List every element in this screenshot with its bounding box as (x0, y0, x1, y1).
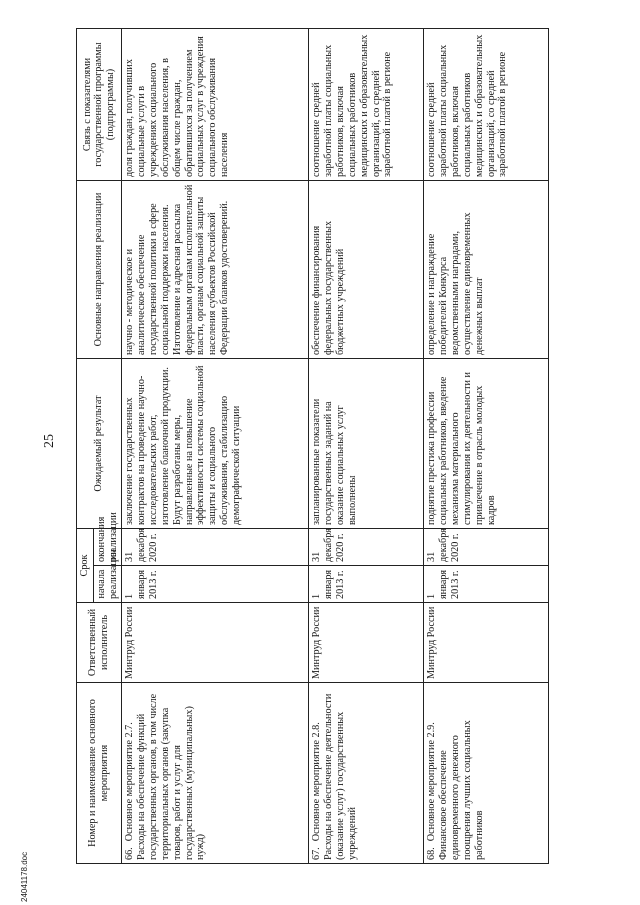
executor-cell: Минтруд России (122, 603, 309, 683)
table-row (122, 29, 309, 864)
directions-cell: научно - методическое и аналитическое обеспечение государственной политики в сфере социальной поддержки населения. Изготовление и адресная рассылка федеральным органам исполнительной власти, органам социальной защиты населения субъектов Российской Федерации бланков удостоверений. (122, 181, 309, 359)
link-cell: доля граждан, получивших социальные услуги в учреждениях социального обслуживания населения, в общем числе граждан, обратившихся за получением социальных услуг в учреждения социального обслуживания населения (122, 29, 309, 181)
row-number: 66. (124, 847, 136, 860)
row-number: 67. (311, 847, 323, 860)
start-cell: 1 января 2013 г. (309, 566, 424, 603)
document-footer: 24041178.doc (20, 851, 29, 902)
link-cell: соотношение средней заработной платы социальных работников, включая социальных работников медицинских и образовательных организаций, со средней заработной платой в регионе (424, 29, 549, 181)
activity-cell (424, 683, 549, 864)
header-activity: Номер и наименование основного мероприятия (77, 683, 122, 864)
header-result: Ожидаемый результат (77, 359, 122, 529)
link-cell: соотношение средней заработной платы социальных работников, включая социальных работников медицинских и образовательных организаций, со средней заработной платой в регионе (309, 29, 424, 181)
activity-cell (309, 683, 424, 864)
executor-cell: Минтруд России (309, 603, 424, 683)
header-start: начала реализации (93, 566, 122, 603)
table-row (309, 29, 424, 864)
header-link: Связь с показателями государственной программы (подпрограммы) (77, 29, 122, 181)
activity-name: Основное мероприятие 2.8. Расходы на обеспечение деятельности (оказание услуг) государственных учреждений (311, 693, 358, 860)
activity-name: Основное мероприятие 2.7. Расходы на обеспечение функций государственных органов, в том числе территориальных органов (закупка товаров, работ и услуг для государственных (муниципальных) нужд) (124, 693, 207, 860)
table-row (424, 29, 549, 864)
end-cell: 31 декабря 2020 г. (309, 529, 424, 566)
directions-cell: определение и награждение победителей Конкурса ведомственными наградами, осуществление единовременных денежных выплат (424, 181, 549, 359)
directions-cell: обеспечение финансирования федеральных государственных бюджетных учреждений (309, 181, 424, 359)
header-end: окончания реализации (93, 529, 122, 566)
activities-table (76, 28, 549, 864)
header-executor: Ответственный исполнитель (77, 603, 122, 683)
row-number: 68. (426, 847, 438, 860)
activity-cell (122, 683, 309, 864)
header-row (77, 29, 94, 864)
start-cell: 1 января 2013 г. (424, 566, 549, 603)
page-number: 25 (42, 434, 57, 448)
result-cell: запланированные показатели государственных заданий на оказание социальных услуг выполнены (309, 359, 424, 529)
header-term: Срок (77, 529, 94, 603)
result-cell: поднятие престижа профессии социальных работников, введение механизма материального стимулирования их деятельности и привлечение в отрасль молодых кадров (424, 359, 549, 529)
start-cell: 1 января 2013 г. (122, 566, 309, 603)
executor-cell: Минтруд России (424, 603, 549, 683)
end-cell: 31 декабря 2020 г. (424, 529, 549, 566)
result-cell: заключение государственных контрактов на проведение научно-исследовательских работ, изготовление бланочной продукции. Будут разработаны меры, направленные на повышение эффективности системы социальной защиты и социального обслуживания, стабилизацию демографической ситуации (122, 359, 309, 529)
rotated-table-container (76, 29, 554, 864)
header-directions: Основные направления реализации (77, 181, 122, 359)
activity-name: Основное мероприятие 2.9. Финансовое обеспечение единовременного денежного поощрения лучших социальных работников (426, 720, 485, 860)
end-cell: 31 декабря 2020 г. (122, 529, 309, 566)
